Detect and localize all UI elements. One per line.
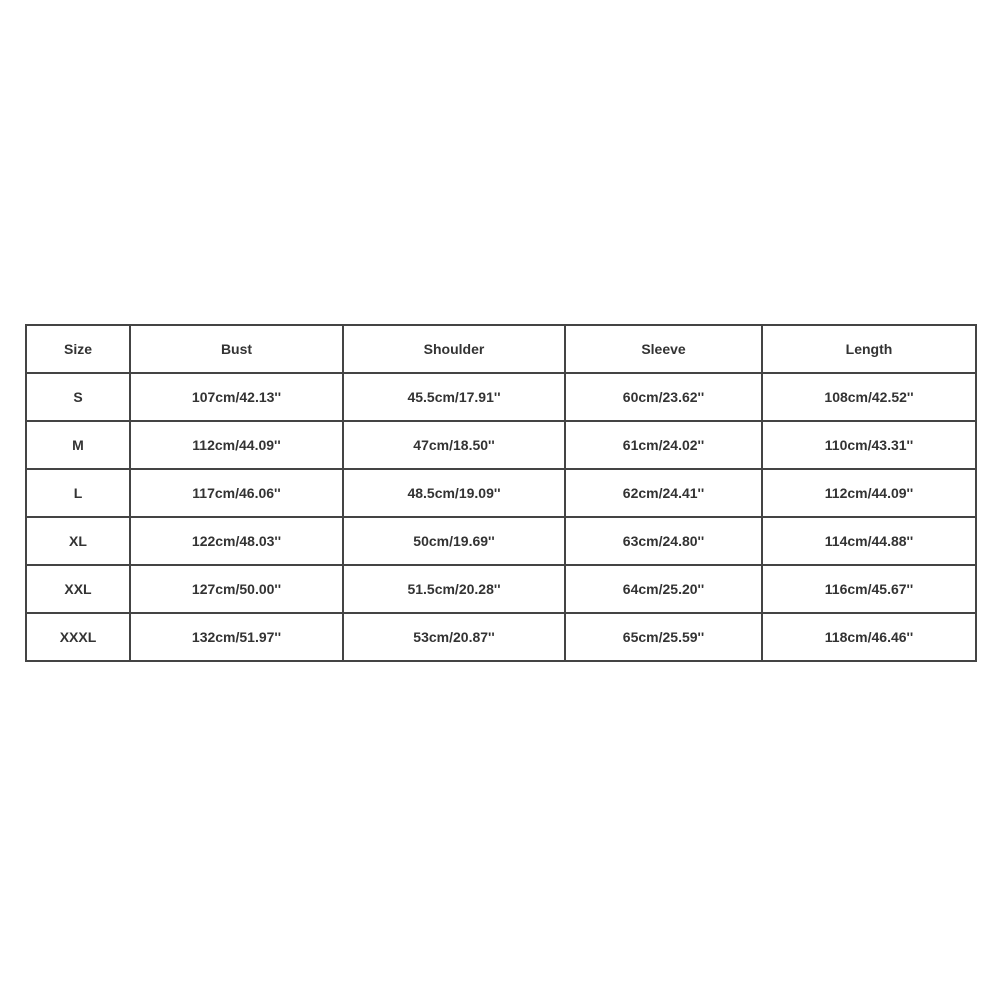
cell-bust: 117cm/46.06'' [130,469,343,517]
cell-shoulder: 48.5cm/19.09'' [343,469,565,517]
cell-length: 118cm/46.46'' [762,613,976,661]
cell-shoulder: 51.5cm/20.28'' [343,565,565,613]
cell-shoulder: 53cm/20.87'' [343,613,565,661]
cell-sleeve: 62cm/24.41'' [565,469,762,517]
cell-size: L [26,469,130,517]
size-chart-table [25,324,977,662]
header-sleeve: Sleeve [565,325,762,373]
cell-bust: 132cm/51.97'' [130,613,343,661]
cell-bust: 112cm/44.09'' [130,421,343,469]
cell-length: 108cm/42.52'' [762,373,976,421]
cell-sleeve: 60cm/23.62'' [565,373,762,421]
header-bust: Bust [130,325,343,373]
cell-length: 110cm/43.31'' [762,421,976,469]
cell-length: 112cm/44.09'' [762,469,976,517]
cell-bust: 127cm/50.00'' [130,565,343,613]
cell-size: XXL [26,565,130,613]
table-row [26,373,976,421]
cell-sleeve: 65cm/25.59'' [565,613,762,661]
cell-shoulder: 47cm/18.50'' [343,421,565,469]
table-row [26,421,976,469]
cell-sleeve: 61cm/24.02'' [565,421,762,469]
cell-size: XXXL [26,613,130,661]
cell-bust: 107cm/42.13'' [130,373,343,421]
table-row [26,613,976,661]
cell-bust: 122cm/48.03'' [130,517,343,565]
cell-size: M [26,421,130,469]
header-length: Length [762,325,976,373]
cell-size: S [26,373,130,421]
cell-length: 114cm/44.88'' [762,517,976,565]
table-row [26,469,976,517]
cell-sleeve: 63cm/24.80'' [565,517,762,565]
cell-shoulder: 50cm/19.69'' [343,517,565,565]
table-header-row [26,325,976,373]
cell-length: 116cm/45.67'' [762,565,976,613]
cell-sleeve: 64cm/25.20'' [565,565,762,613]
cell-size: XL [26,517,130,565]
header-shoulder: Shoulder [343,325,565,373]
table-row [26,517,976,565]
header-size: Size [26,325,130,373]
table-row [26,565,976,613]
cell-shoulder: 45.5cm/17.91'' [343,373,565,421]
